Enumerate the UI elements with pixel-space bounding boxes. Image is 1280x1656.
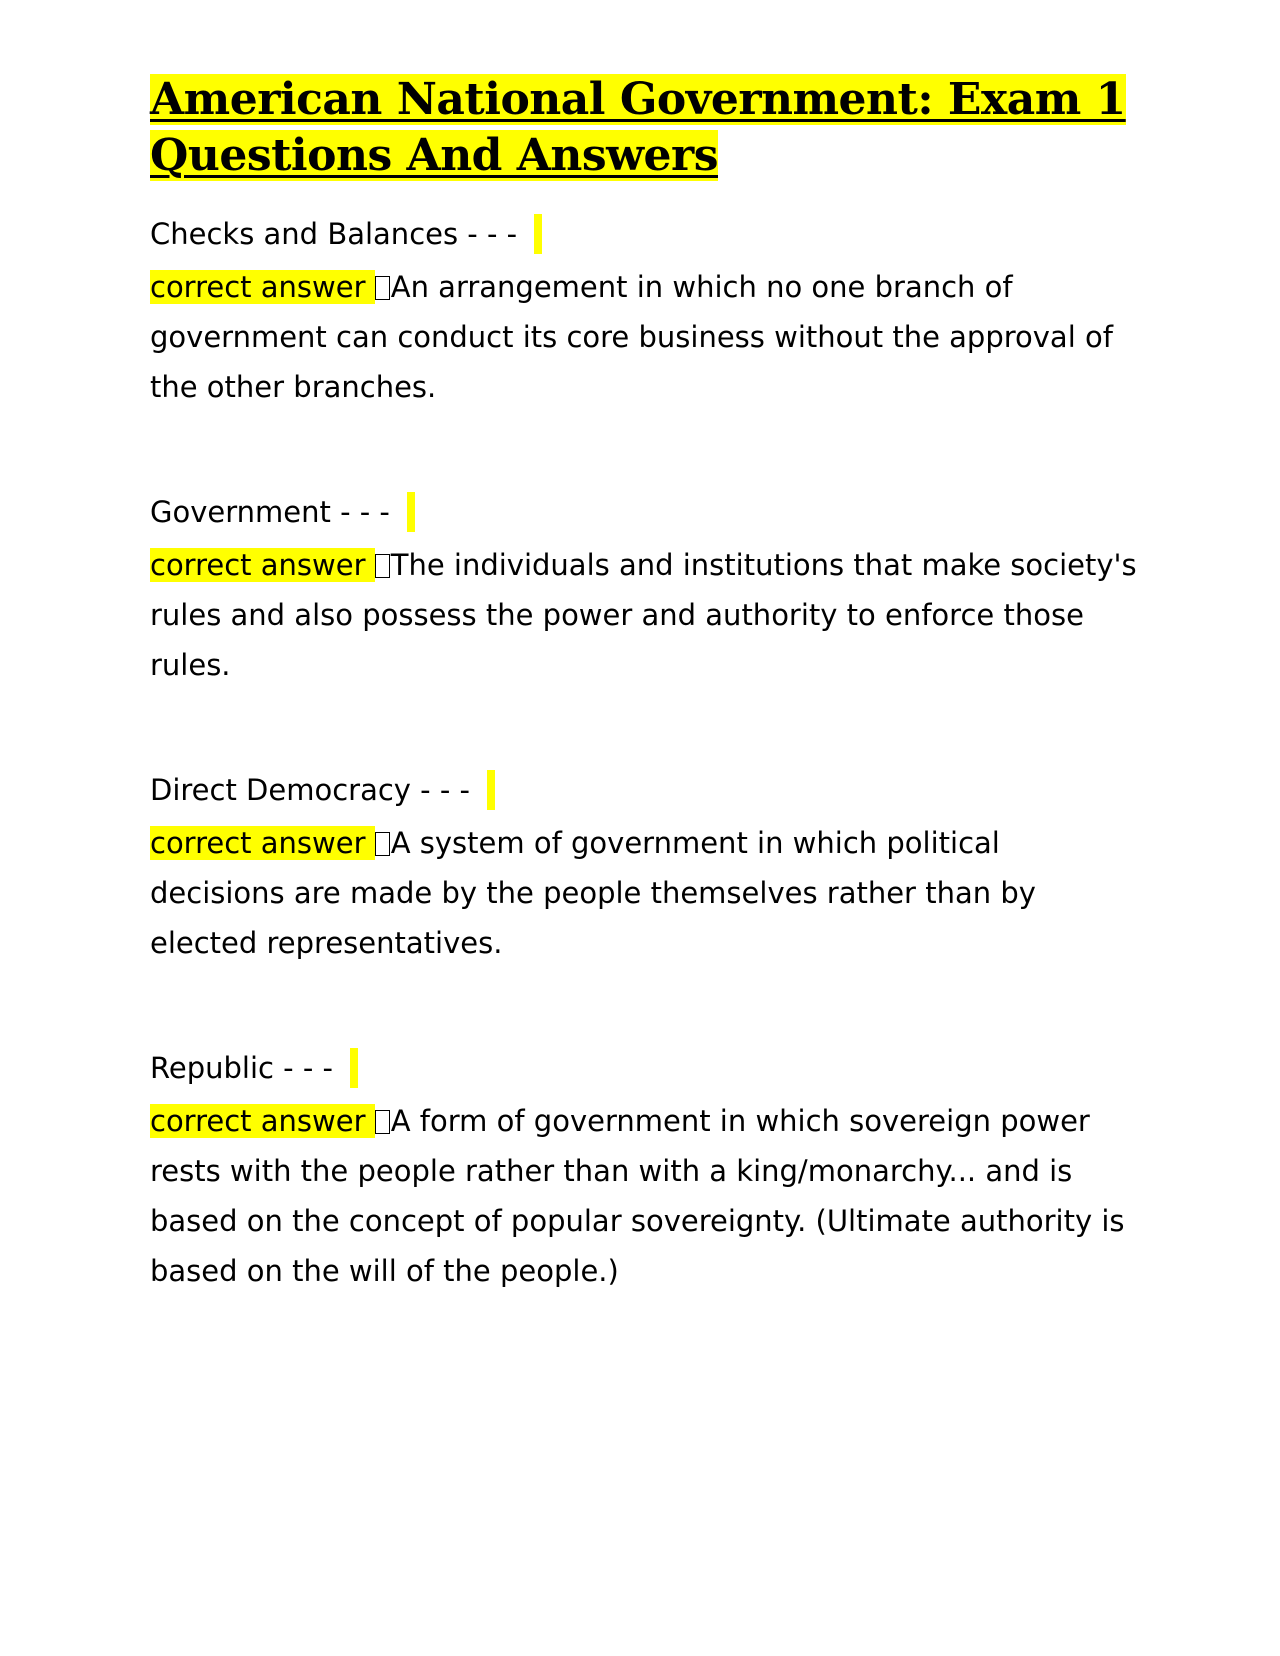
question-term (150, 492, 1140, 532)
term-text: Checks and Balances - - - (150, 217, 527, 251)
highlight-marker (487, 770, 495, 810)
highlight-marker (534, 214, 542, 254)
missing-glyph-box-icon (375, 832, 390, 856)
term-text: Direct Democracy - - - (150, 773, 480, 807)
answer-label: correct answer (150, 1104, 375, 1138)
title-line-2: Questions And Answers (150, 130, 718, 181)
missing-glyph-box-icon (375, 554, 390, 578)
answer-text: The individuals and institutions that make society's rules and also possess the power and authority to enforce those rules. (150, 548, 1137, 682)
answer-text: An arrangement in which no one branch of government can conduct its core business without the approval of the other branches. (150, 270, 1113, 404)
question-term (150, 1048, 1140, 1088)
answer-paragraph (150, 540, 1140, 690)
missing-glyph-box-icon (375, 1110, 390, 1134)
answer-text: A system of government in which political decisions are made by the people themselves rather than by elected representatives. (150, 826, 1036, 960)
question-term (150, 214, 1140, 254)
qa-item (150, 214, 1140, 412)
answer-label: correct answer (150, 548, 375, 582)
answer-paragraph (150, 1096, 1140, 1296)
answer-label: correct answer (150, 826, 375, 860)
document-page (150, 72, 1140, 1296)
term-text: Government - - - (150, 495, 400, 529)
qa-item (150, 492, 1140, 690)
title-line-1: American National Government: Exam 1 (150, 74, 1126, 125)
qa-item (150, 770, 1140, 968)
term-text: Republic - - - (150, 1051, 343, 1085)
highlight-marker (350, 1048, 358, 1088)
question-term (150, 770, 1140, 810)
answer-label: correct answer (150, 270, 375, 304)
document-title (150, 72, 1140, 184)
answer-text: A form of government in which sovereign power rests with the people rather than with a king/monarchy... and is based on the concept of popular sovereignty. (Ultimate authority is based on the will of the people.) (150, 1104, 1125, 1288)
answer-paragraph (150, 818, 1140, 968)
highlight-marker (407, 492, 415, 532)
qa-item (150, 1048, 1140, 1296)
missing-glyph-box-icon (375, 276, 390, 300)
answer-paragraph (150, 262, 1140, 412)
